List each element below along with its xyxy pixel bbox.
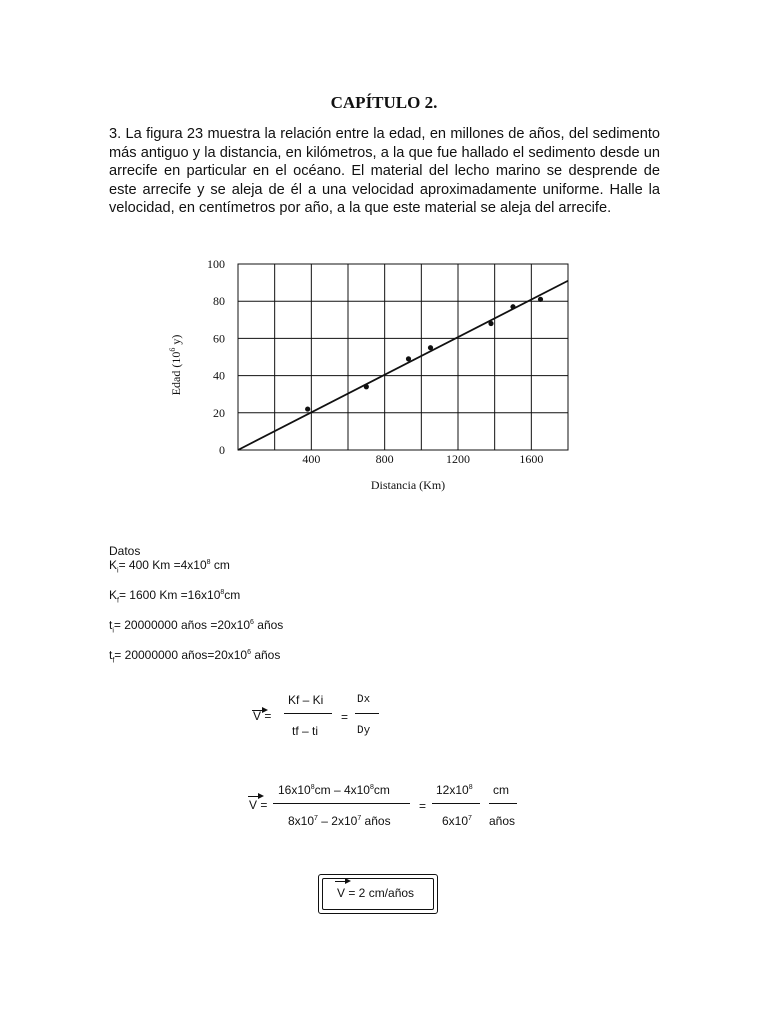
x-axis-label: Distancia (Km) bbox=[370, 478, 446, 492]
problem-text: 3. La figura 23 muestra la relación entre la edad, en millones de años, del sedimento más antiguo y la distancia, en kilómetros, a la que fue hallado el sedimento desde un arrecife en particular en el océano. El material del lecho marino se desprende de este arrecife y se aleja de él a una velocidad aproximadamente uniforme. Halle la velocidad, en centímetros por año, a la que este material se aleja del arrecife. bbox=[109, 126, 660, 216]
eq2-unit-fraction-bar bbox=[489, 803, 517, 804]
y-tick-label: 80 bbox=[213, 294, 225, 309]
eq2-fraction-bar-2 bbox=[432, 803, 480, 804]
eq2-numerator-2: $12x10^8$ bbox=[436, 783, 473, 797]
chart-fit-line bbox=[238, 281, 568, 450]
datos-line-tf: $t_f= 20000000$ $años=20x10^6$ años bbox=[109, 648, 281, 665]
eq2-equals: = bbox=[419, 799, 427, 813]
y-tick-label: 60 bbox=[213, 331, 225, 346]
eq1-denominator: tf – ti bbox=[292, 724, 319, 738]
y-axis-label-main: Edad (10 bbox=[169, 351, 183, 396]
eq1-equals: = bbox=[341, 710, 349, 724]
data-point bbox=[305, 406, 310, 411]
eq1-denominator-2: Dy bbox=[357, 725, 371, 737]
x-tick-label: 1600 bbox=[519, 452, 544, 466]
y-tick-label: 0 bbox=[219, 443, 225, 457]
eq2-unit-numerator: cm bbox=[493, 783, 509, 797]
y-tick-label: 40 bbox=[213, 368, 225, 383]
eq2-lhs: V = bbox=[249, 798, 268, 812]
eq2-numerator: $16x10^8cm - 4x10^8cm$ bbox=[278, 783, 390, 797]
chart-ticks bbox=[207, 257, 543, 466]
y-axis-label bbox=[168, 335, 183, 396]
datos-heading: Datos bbox=[109, 544, 141, 558]
eq2-unit-denominator: años bbox=[489, 814, 516, 828]
x-tick-label: 1200 bbox=[446, 452, 470, 466]
vector-arrow-icon bbox=[335, 881, 349, 882]
plot-frame bbox=[238, 264, 568, 450]
y-axis-label-tail: y) bbox=[169, 334, 183, 348]
vector-arrow-icon bbox=[248, 796, 262, 797]
data-point bbox=[538, 297, 543, 302]
datos-line-ti: $t_i= 20000000$ años $=20x10^6$ años bbox=[109, 618, 284, 635]
eq2-denominator-2: $6x10^7$ bbox=[442, 814, 472, 828]
age-distance-chart bbox=[150, 250, 590, 500]
x-tick-label: 400 bbox=[302, 452, 321, 466]
y-tick-label: 100 bbox=[207, 257, 225, 271]
result-text: V = 2 cm/años bbox=[337, 886, 415, 900]
eq1-numerator-2: Dx bbox=[357, 694, 371, 706]
eq2-denominator: $8x10^7 - 2x10^7$ años bbox=[288, 814, 391, 828]
y-tick-label: 20 bbox=[213, 405, 225, 420]
problem-statement bbox=[109, 125, 660, 218]
datos-line-kf: $K_f= 1600$ $Km =16x10^8cm$ bbox=[109, 588, 241, 605]
chart-grid bbox=[238, 264, 568, 450]
y-axis-label-exp: 6 bbox=[168, 347, 177, 352]
eq1-lhs: V = bbox=[253, 709, 272, 723]
eq1-numerator: Kf – Ki bbox=[288, 693, 324, 707]
regression-line bbox=[238, 281, 568, 450]
eq1-fraction-bar bbox=[284, 713, 332, 714]
eq2-fraction-bar bbox=[273, 803, 410, 804]
x-tick-label: 800 bbox=[375, 452, 394, 466]
page-title: CAPÍTULO 2. bbox=[330, 93, 438, 112]
datos-line-ki: $K_i= 400$ $Km =4x10^8$ cm bbox=[109, 558, 230, 575]
eq1-fraction-bar-2 bbox=[355, 713, 379, 714]
